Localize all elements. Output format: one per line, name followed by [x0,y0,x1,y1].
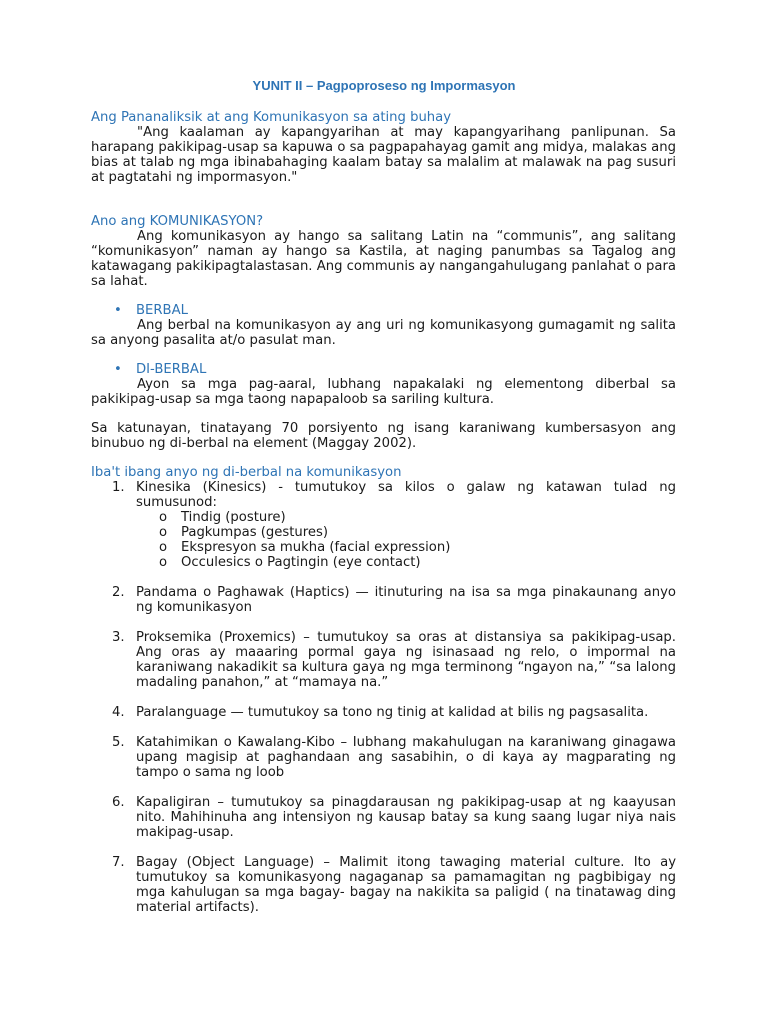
bullet-label: DI-BERBAL [136,362,207,377]
nonverbal-types-list [91,480,676,915]
list-item-number: 4. [112,705,125,720]
komunikasyon-definition: Ang komunikasyon ay hango sa salitang Latin na “communis”, ang salitang “komunikasyon” naman ay hango sa Kastila, at naging panumbas sa Tagalog ang katawagang pakikipagtalastasan. Ang communis ay nangangahulugang panlahat o para sa lahat. [91,229,676,289]
list-item [91,585,676,615]
list-item-number: 1. [112,480,125,495]
sub-list-item [91,525,676,540]
berbal-description: Ang berbal na komunikasyon ay ang uri ng komunikasyong gumagamit ng salita sa anyong pasalita at/o pasulat man. [91,318,676,348]
sub-bullet-icon: o [159,525,168,540]
bullet-di-berbal [91,362,676,377]
section-heading-anyo: Iba't ibang anyo ng di-berbal na komunikasyon [91,465,402,480]
sub-bullet-icon: o [159,555,168,570]
list-item [91,855,676,915]
sub-list-item [91,510,676,525]
section-heading-komunikasyon: Ano ang KOMUNIKASYON? [91,214,264,229]
sub-item-text: Ekspresyon sa mukha (facial expression) [181,540,451,555]
bullet-berbal [91,303,676,318]
bullet-dot-icon: • [114,303,122,318]
list-item [91,705,676,720]
list-item [91,735,676,780]
sub-bullet-icon: o [159,540,168,555]
list-item-text: Proksemika (Proxemics) – tumutukoy sa oras at distansiya sa pakikipag-usap. Ang oras ay maaaring pormal gaya ng isinasaad ng relo, o impormal na karaniwang nakadikit sa kultura gaya ng mga terminong “ngayon na,” “sa lalong madaling panahon,” at “mamaya na.” [136,630,676,690]
sub-item-text: Pagkumpas (gestures) [181,525,329,540]
sub-bullet-icon: o [159,510,168,525]
section-heading-pananaliksik: Ang Pananaliksik at ang Komunikasyon sa ating buhay [91,110,452,125]
di-berbal-description: Ayon sa mga pag-aaral, lubhang napakalaki ng elementong diberbal sa pakikipag-usap sa mga taong napapaloob sa sariling kultura. [91,377,676,407]
list-item-number: 2. [112,585,125,600]
list-item [91,480,676,570]
sub-list-item [91,540,676,555]
list-item-number: 6. [112,795,125,810]
sub-item-text: Tindig (posture) [181,510,286,525]
list-item-text: Katahimikan o Kawalang-Kibo – Iubhang makahulugan na karaniwang ginagawa upang magisip at paghandaan ang sasabihin, o di kaya ay magparating ng tampo o sama ng loob [136,735,676,780]
list-item-text: Pandama o Paghawak (Haptics) — itinuturing na isa sa mga pinakaunang anyo ng komunikasyon [136,585,676,615]
list-item-text: Kapaligiran – tumutukoy sa pinagdarausan ng pakikipag-usap at ng kaayusan nito. Mahihinuha ang intensiyon ng kausap batay sa kung saang lugar niya nais makipag-usap. [136,795,676,840]
kinesika-sublist [91,510,676,570]
document-body [91,110,676,930]
list-item-number: 3. [112,630,125,645]
sub-item-text: Occulesics o Pagtingin (eye contact) [181,555,421,570]
statistic-note: Sa katunayan, tinatayang 70 porsiyento ng isang karaniwang kumbersasyon ang binubuo ng di-berbal na element (Maggay 2002). [91,421,676,451]
sub-list-item [91,555,676,570]
list-item-number: 5. [112,735,125,750]
quote-paragraph: "Ang kaalaman ay kapangyarihan at may kapangyarihang panlipunan. Sa harapang pakikipag-usap sa kapuwa o sa pagpapahayag gamit ang midya, malakas ang bias at talab ng mga ibinabahaging kaalam batay sa malalim at malawak na pag susuri at pagtatahi ng impormasyon." [91,125,676,185]
list-item [91,630,676,690]
document-title: YUNIT II – Pagpoproseso ng Impormasyon [252,78,516,93]
list-item-number: 7. [112,855,125,870]
bullet-label: BERBAL [136,303,188,318]
list-item-text: Bagay (Object Language) – Malimit itong tawaging material culture. Ito ay tumutukoy sa komunikasyong nagaganap sa pamamagitan ng pagbibigay ng mga kahulugan sa mga bagay- bagay na nakikita sa paligid ( na tinatawag ding material artifacts). [136,855,676,915]
bullet-dot-icon: • [114,362,122,377]
list-item-text: Paralanguage — tumutukoy sa tono ng tinig at kalidad at bilis ng pagsasalita. [136,705,649,720]
list-item [91,795,676,840]
list-item-text: Kinesika (Kinesics) - tumutukoy sa kilos o galaw ng katawan tulad ng sumusunod: [136,480,676,510]
